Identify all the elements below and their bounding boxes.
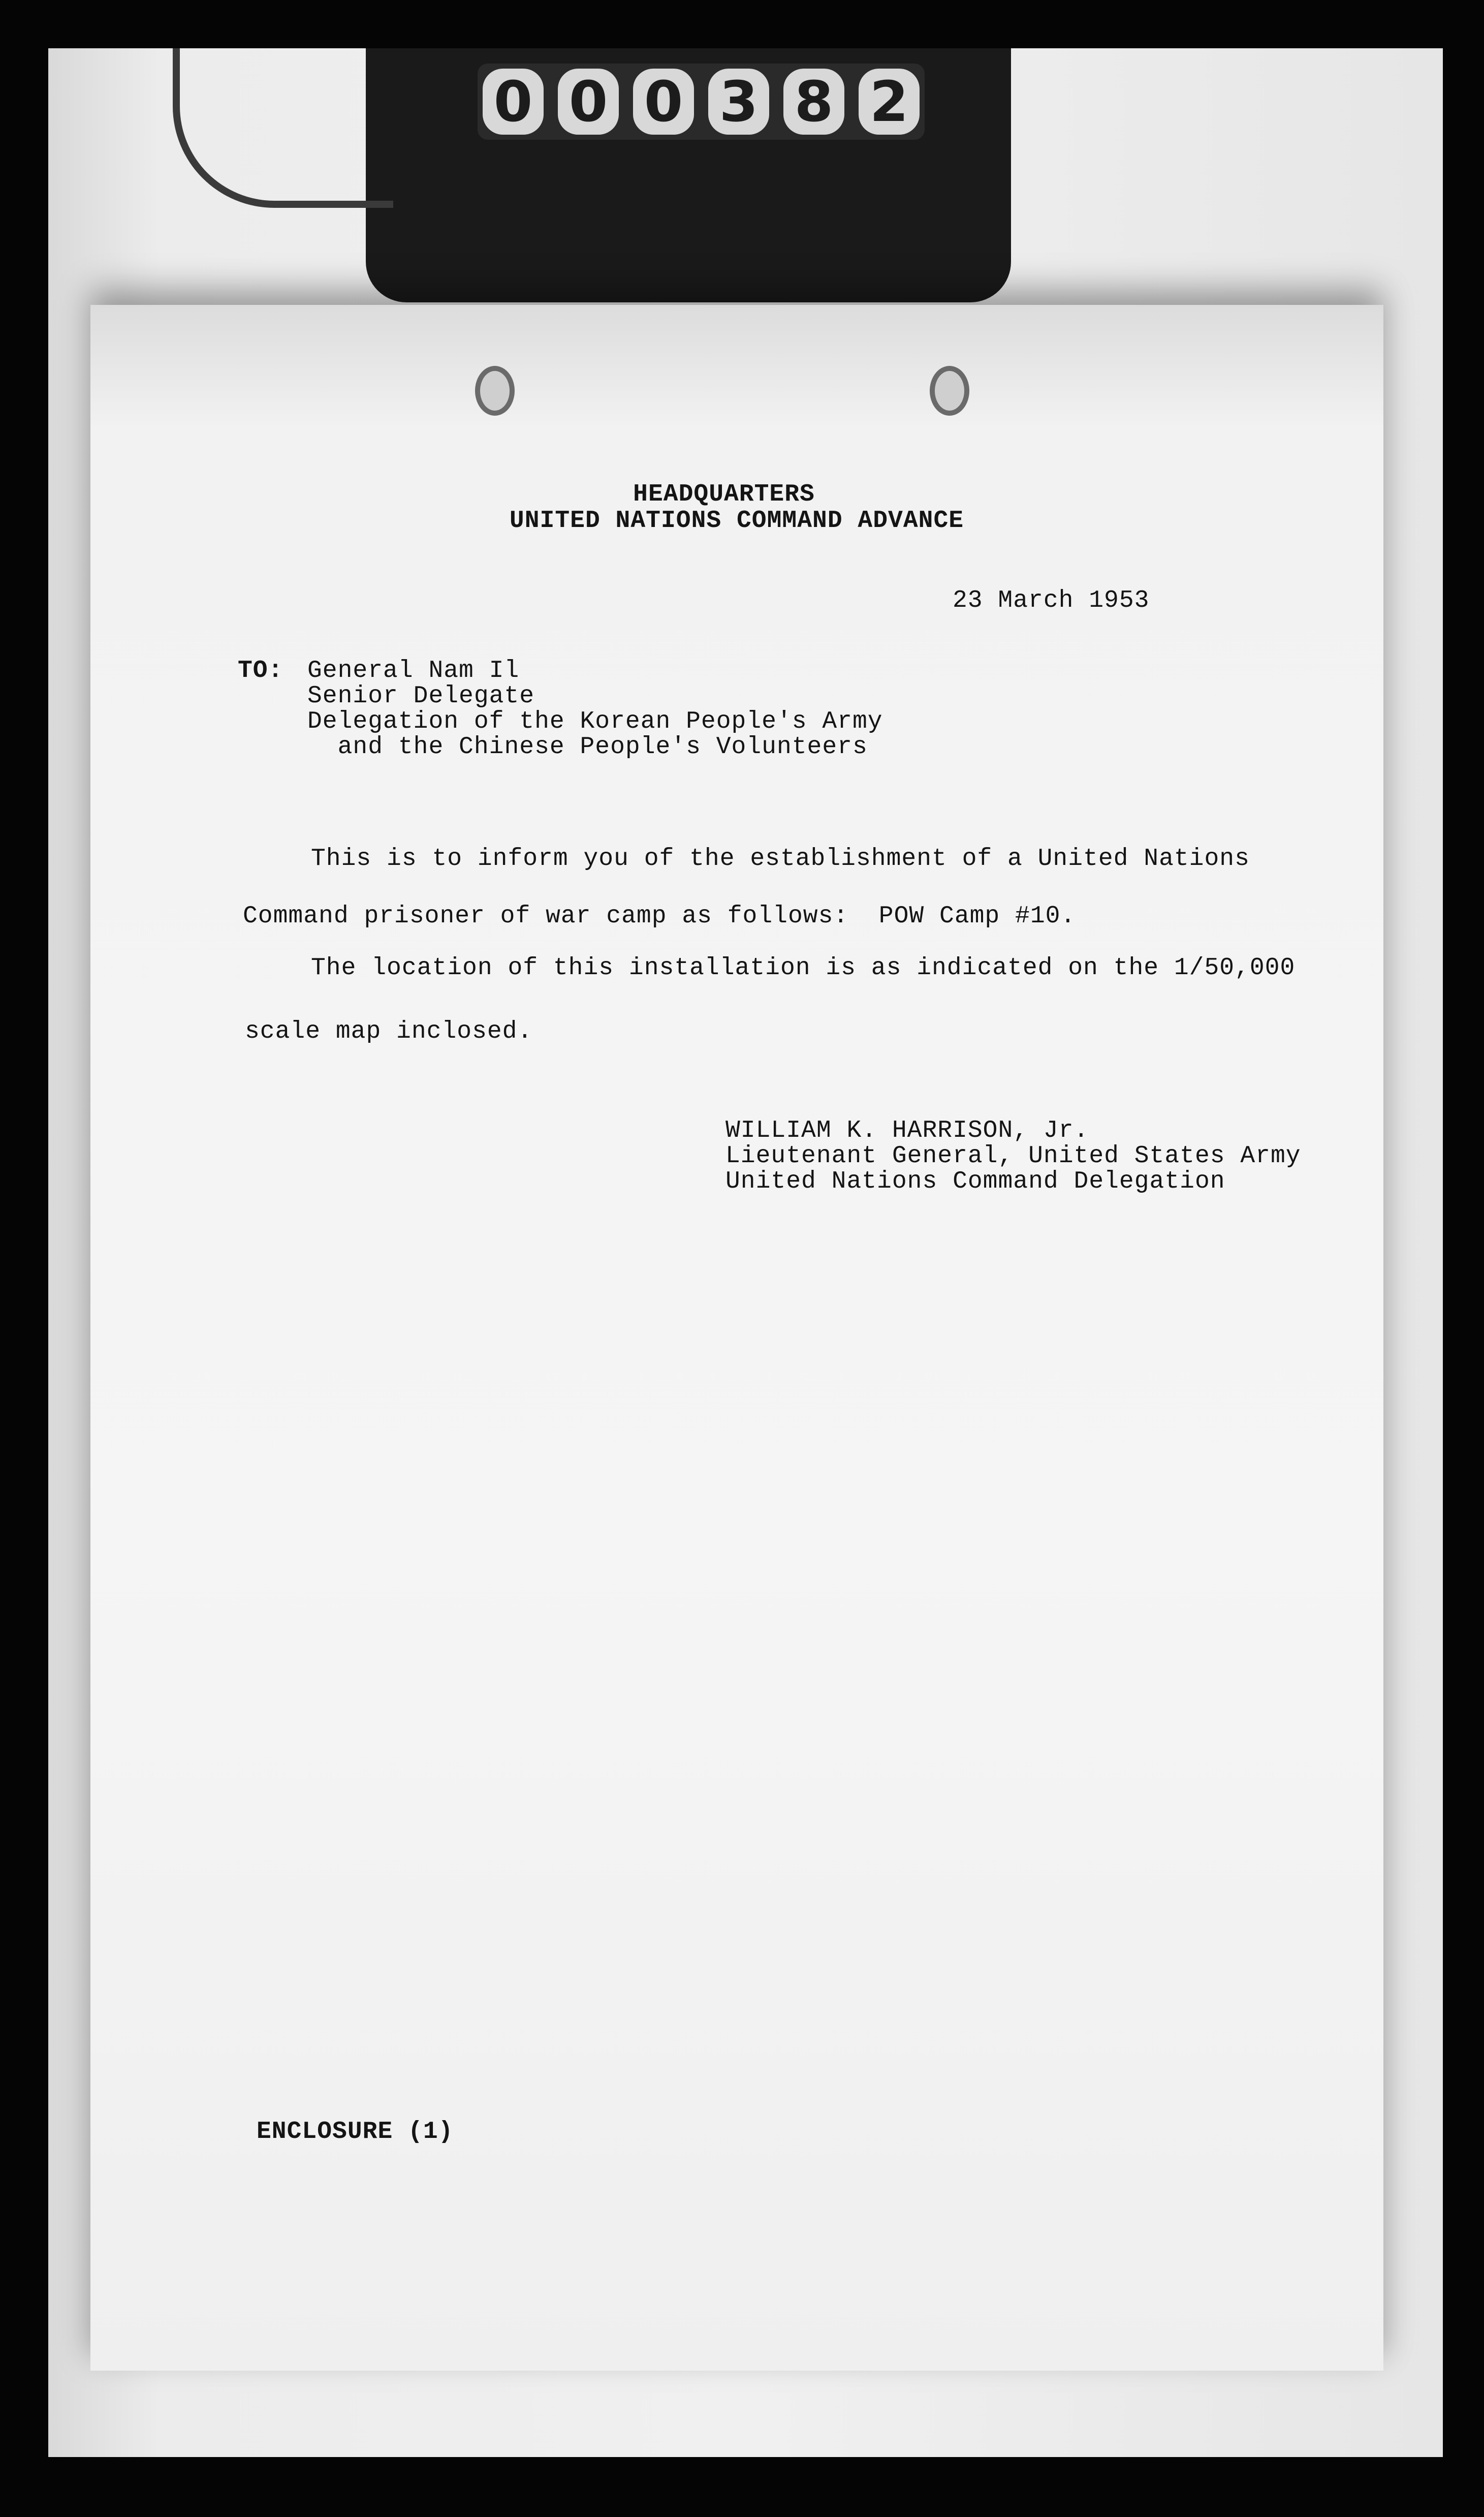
- signature-name: WILLIAM K. HARRISON, Jr.: [725, 1117, 1089, 1144]
- recipient-line-2: Senior Delegate: [307, 682, 535, 710]
- to-label: TO:: [238, 657, 283, 685]
- punch-hole-right: [930, 366, 969, 416]
- recipient-line-3: Delegation of the Korean People's Army: [307, 708, 883, 735]
- body-paragraph-1-line-1: This is to inform you of the establishment of a United Nations: [311, 845, 1250, 873]
- punch-hole-left: [475, 366, 515, 416]
- body-paragraph-2-line-1: The location of this installation is as indicated on the 1/50,000: [311, 954, 1296, 982]
- document-date: 23 March 1953: [953, 587, 1150, 614]
- body-paragraph-1-line-2: Command prisoner of war camp as follows: POW Camp #10.: [243, 903, 1076, 930]
- counter-digit: 3: [708, 69, 769, 135]
- signature-title: Lieutenant General, United States Army: [725, 1142, 1301, 1170]
- counter-window: [478, 64, 925, 140]
- header-command: UNITED NATIONS COMMAND ADVANCE: [509, 507, 964, 535]
- header-headquarters: HEADQUARTERS: [633, 481, 815, 508]
- counter-digit: 0: [483, 69, 544, 135]
- recipient-line-4: and the Chinese People's Volunteers: [307, 733, 868, 761]
- document-page: [90, 305, 1383, 2371]
- counter-digit: 8: [783, 69, 844, 135]
- enclosure-note: ENCLOSURE (1): [257, 2118, 454, 2146]
- counter-digit: 0: [558, 69, 619, 135]
- document-counter-device: [366, 48, 1011, 302]
- counter-digit: 2: [859, 69, 920, 135]
- counter-digit: 0: [633, 69, 694, 135]
- body-paragraph-2-line-2: scale map inclosed.: [245, 1018, 533, 1045]
- signature-organization: United Nations Command Delegation: [725, 1168, 1225, 1195]
- recipient-line-1: General Nam Il: [307, 657, 520, 685]
